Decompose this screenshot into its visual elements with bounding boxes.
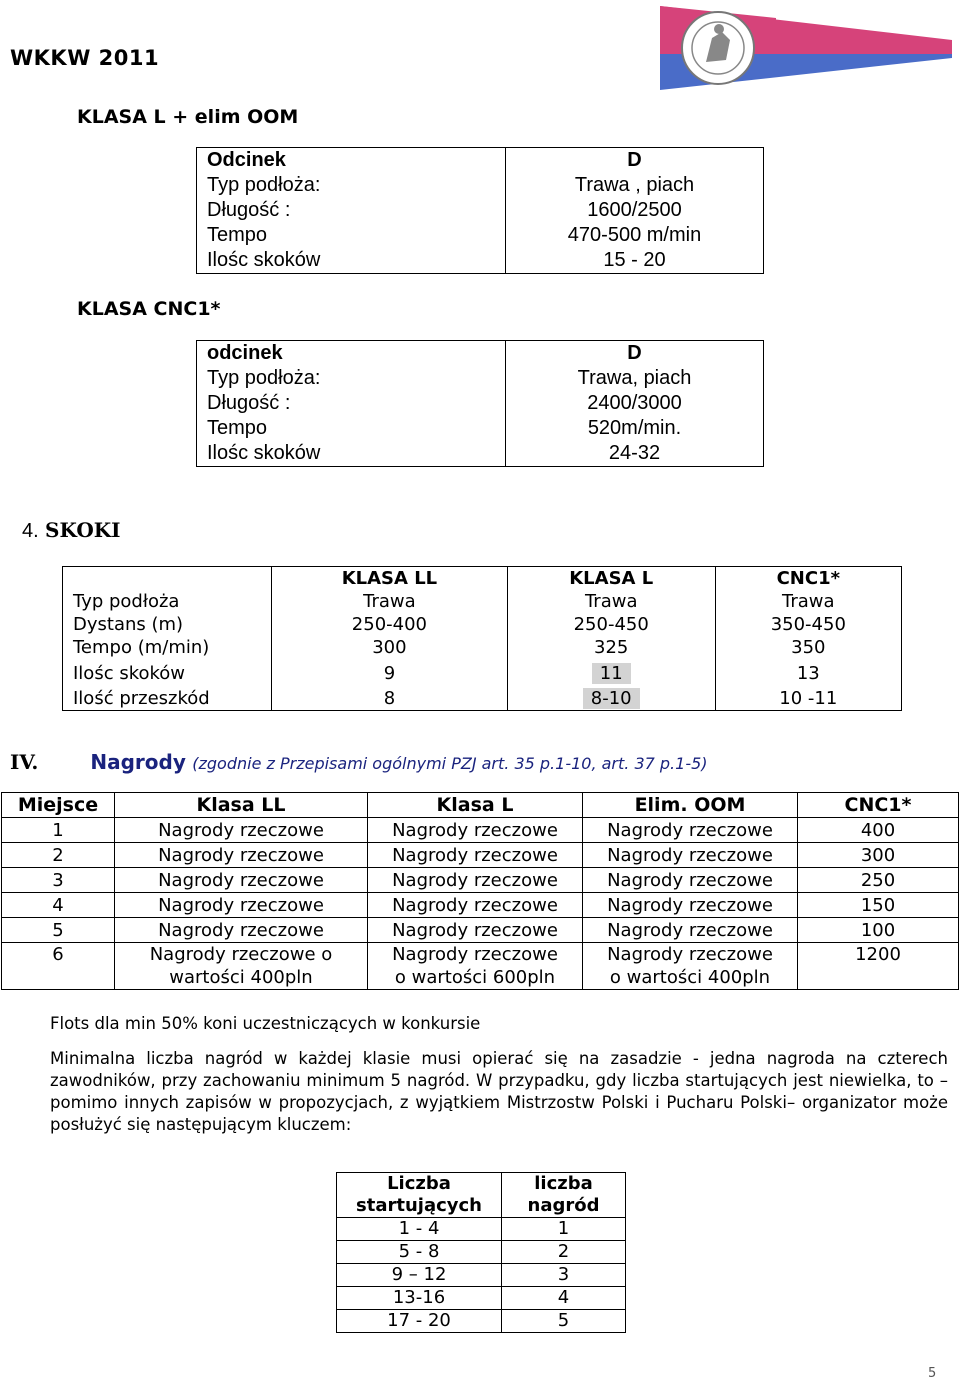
table-row [197, 391, 764, 416]
table-cell [507, 687, 715, 711]
table-row [197, 366, 764, 391]
table-cell: Nagrody rzeczowe [368, 843, 583, 868]
table-cell: Nagrody rzeczowe [583, 868, 798, 893]
table-cell [583, 943, 798, 990]
table-cell: 13-16 [337, 1287, 502, 1310]
table-row [2, 818, 959, 843]
header-cell: Klasa LL [115, 793, 368, 818]
table-cell: Typ podłoża [73, 591, 180, 612]
value-cell: 1600/2500 [587, 199, 682, 221]
cell-line: wartości 400pln [169, 967, 313, 988]
header-cell: Miejsce [2, 793, 115, 818]
header-cell: KLASA LL [272, 567, 508, 591]
section-heading-skoki [22, 518, 121, 543]
table-cell: Dystans (m) [73, 614, 184, 635]
table-header-row [63, 567, 902, 591]
rules-paragraph: Minimalna liczba nagród w każdej klasie musi opierać się na zasadzie - jedna nagroda na czterech zawodników, przy zachowaniu minimum 5 nagród. W przypadku, gdy liczba startujących jest niewielka, to –pomimo innych zapisów w propozycjach, z wyjątkiem Mistrzostw Polski i Pucharu Polski– organizator może posłużyć się następującym kluczem: [50, 1049, 948, 1134]
table-cell: Nagrody rzeczowe [115, 918, 368, 943]
table-cell: Nagrody rzeczowe [368, 918, 583, 943]
table-cell: 250-450 [507, 613, 715, 636]
table-cell: Nagrody rzeczowe [583, 918, 798, 943]
table-row [197, 416, 764, 441]
table-cell: 5 [2, 918, 115, 943]
value-cell: 15 - 20 [603, 249, 666, 271]
section-number: 4. [22, 520, 39, 542]
table-cell: 2 [2, 843, 115, 868]
klasa-l-table [196, 147, 764, 274]
table-row [2, 893, 959, 918]
header-cell: Elim. OOM [583, 793, 798, 818]
cell-line: Nagrody rzeczowe o [149, 944, 333, 965]
label-cell: Ilośc skoków [197, 248, 506, 274]
table-cell: 2 [502, 1241, 626, 1264]
table-row [2, 843, 959, 868]
table-cell [368, 943, 583, 990]
cell-line: Nagrody rzeczowe [607, 944, 773, 965]
table-cell: 3 [2, 868, 115, 893]
label-cell: Tempo [197, 416, 506, 441]
skoki-table [62, 566, 902, 711]
table-header-row [337, 1173, 626, 1218]
cell-line: Nagrody rzeczowe [392, 944, 558, 965]
table-cell: 1 [2, 818, 115, 843]
label-cell: Długość : [197, 198, 506, 223]
table-cell: Nagrody rzeczowe [368, 868, 583, 893]
table-row [197, 148, 764, 174]
table-cell: 1200 [798, 943, 959, 990]
table-row [63, 659, 902, 687]
table-cell: Ilość przeszkód [73, 688, 210, 709]
highlighted-value: 8-10 [583, 688, 640, 709]
table-row [63, 613, 902, 636]
table-row [2, 868, 959, 893]
table-cell: Trawa [507, 590, 715, 613]
label-cell: Długość : [197, 391, 506, 416]
highlighted-value: 11 [592, 663, 631, 684]
table-cell: Nagrody rzeczowe [368, 893, 583, 918]
header-cell [502, 1173, 626, 1218]
page-number: 5 [928, 1366, 937, 1381]
table-cell: 350 [715, 636, 901, 659]
table-row [337, 1264, 626, 1287]
table-cell: Nagrody rzeczowe [115, 868, 368, 893]
value-cell: 24-32 [608, 442, 661, 464]
header-cell: CNC1* [715, 567, 901, 591]
table-cell: 5 [502, 1310, 626, 1333]
label-cell: odcinek [197, 341, 506, 367]
table-row [63, 687, 902, 711]
table-cell [115, 943, 368, 990]
table-cell: 4 [2, 893, 115, 918]
table-cell: 5 - 8 [337, 1241, 502, 1264]
table-row [63, 590, 902, 613]
table-cell: 250-400 [272, 613, 508, 636]
table-cell: Trawa [272, 590, 508, 613]
table-cell: 250 [798, 868, 959, 893]
table-cell: 4 [502, 1287, 626, 1310]
label-cell: Typ podłoża: [197, 173, 506, 198]
table-cell: Nagrody rzeczowe [368, 818, 583, 843]
cell-line: o wartości 400pln [609, 967, 771, 988]
value-cell: 470-500 m/min [567, 224, 702, 246]
label-cell: Ilośc skoków [197, 441, 506, 467]
table-cell: 6 [2, 943, 115, 990]
header-cell: Klasa L [368, 793, 583, 818]
nagrody-table [1, 792, 959, 990]
table-row [337, 1310, 626, 1333]
value-cell: D [627, 149, 642, 171]
table-cell: 325 [507, 636, 715, 659]
section-heading-klasa-cnc: KLASA CNC1* [77, 298, 221, 320]
section-heading-nagrody [10, 750, 708, 774]
header-cell [337, 1173, 502, 1218]
table-cell: 9 [272, 659, 508, 687]
header-cell: CNC1* [798, 793, 959, 818]
value-cell: 2400/3000 [587, 392, 682, 414]
table-cell: Nagrody rzeczowe [583, 843, 798, 868]
klasa-cnc-table [196, 340, 764, 467]
liczba-table [336, 1172, 626, 1333]
header-cell [63, 567, 272, 591]
section-heading-klasa-l: KLASA L + elim OOM [77, 106, 299, 128]
table-cell: 10 -11 [715, 687, 901, 711]
flots-note: Flots dla min 50% koni uczestniczących w konkursie [50, 1014, 481, 1033]
value-cell: Trawa, piach [577, 367, 692, 389]
header-line: nagród [527, 1195, 600, 1216]
table-row [337, 1241, 626, 1264]
table-row [197, 341, 764, 367]
value-cell: D [627, 342, 642, 364]
table-cell [507, 659, 715, 687]
table-cell: Nagrody rzeczowe [583, 818, 798, 843]
value-cell: Trawa , piach [574, 174, 695, 196]
table-cell: Trawa [715, 590, 901, 613]
value-cell: 520m/min. [587, 417, 682, 439]
table-cell: 13 [715, 659, 901, 687]
table-row [197, 248, 764, 274]
table-row [197, 198, 764, 223]
table-cell: 150 [798, 893, 959, 918]
table-cell: Nagrody rzeczowe [583, 893, 798, 918]
section-title: SKOKI [45, 518, 121, 542]
table-header-row [2, 793, 959, 818]
table-row [337, 1287, 626, 1310]
table-cell: 300 [798, 843, 959, 868]
table-cell: Nagrody rzeczowe [115, 818, 368, 843]
table-cell: 100 [798, 918, 959, 943]
table-cell: 300 [272, 636, 508, 659]
label-cell: Tempo [197, 223, 506, 248]
table-row [63, 636, 902, 659]
table-cell: Tempo (m/min) [73, 637, 210, 658]
table-row [197, 441, 764, 467]
table-cell: 17 - 20 [337, 1310, 502, 1333]
header-line: startujących [356, 1195, 482, 1216]
table-row [197, 223, 764, 248]
table-cell: 350-450 [715, 613, 901, 636]
section-number: IV. [10, 750, 39, 774]
table-cell: 1 [502, 1218, 626, 1241]
table-cell: 3 [502, 1264, 626, 1287]
label-cell: Odcinek [197, 148, 506, 174]
table-cell: Nagrody rzeczowe [115, 893, 368, 918]
table-cell: 9 – 12 [337, 1264, 502, 1287]
cell-line: o wartości 600pln [394, 967, 556, 988]
header-line: liczba [534, 1173, 593, 1194]
table-row [337, 1218, 626, 1241]
table-cell: Ilośc skoków [73, 662, 186, 684]
header-line: Liczba [387, 1173, 451, 1194]
table-cell: 8 [272, 687, 508, 711]
section-subtitle: (zgodnie z Przepisami ogólnymi PZJ art. 35 p.1-10, art. 37 p.1-5) [192, 754, 708, 773]
pennant-logo [656, 2, 954, 92]
section-title: Nagrody [90, 750, 186, 774]
document-header-title: WKKW 2011 [10, 46, 160, 70]
header-cell: KLASA L [507, 567, 715, 591]
table-cell: 1 - 4 [337, 1218, 502, 1241]
label-cell: Typ podłoża: [197, 366, 506, 391]
table-row [197, 173, 764, 198]
table-cell: 400 [798, 818, 959, 843]
table-row [2, 943, 959, 990]
table-row [2, 918, 959, 943]
table-cell: Nagrody rzeczowe [115, 843, 368, 868]
